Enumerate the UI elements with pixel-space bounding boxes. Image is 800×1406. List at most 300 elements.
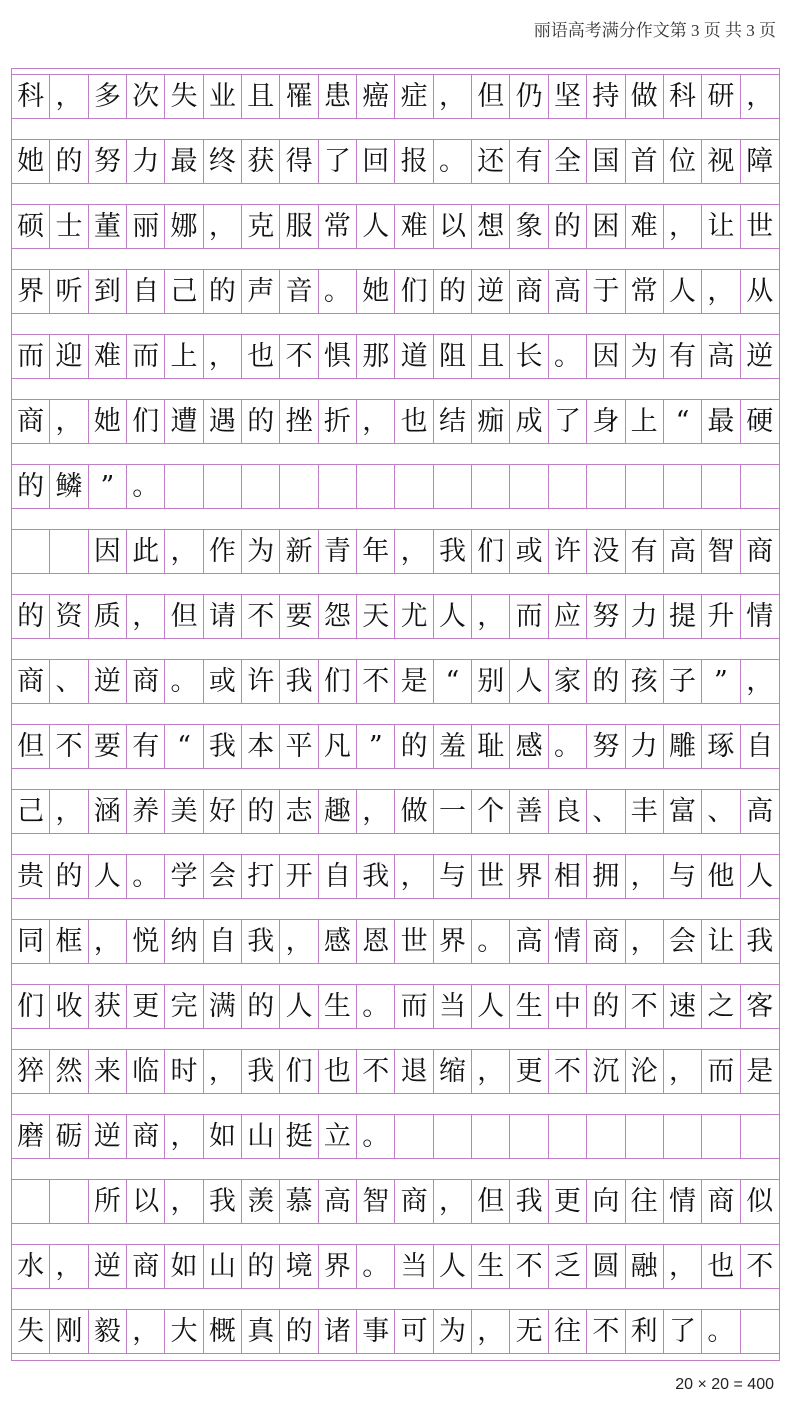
grid-cell: 智 [702, 529, 740, 574]
grid-cell [50, 529, 88, 574]
grid-cell: ， [664, 204, 702, 249]
grid-cell: 人 [89, 854, 127, 899]
grid-cell: ， [165, 1179, 203, 1224]
grid-cell: 沉 [587, 1049, 625, 1094]
grid-cell: 努 [587, 724, 625, 769]
grid-cell: 年 [357, 529, 395, 574]
grid-cell: 症 [395, 74, 433, 119]
grid-cell: 情 [741, 594, 779, 639]
grid-cell [434, 1114, 472, 1159]
composition-grid-paper [11, 68, 780, 1361]
grid-cell [587, 464, 625, 509]
grid-cell: 们 [472, 529, 510, 574]
grid-cell: 。 [357, 984, 395, 1029]
grid-row [12, 529, 779, 574]
grid-cell: 而 [702, 1049, 740, 1094]
grid-cell: 情 [664, 1179, 702, 1224]
grid-cell: 力 [626, 724, 664, 769]
grid-cell: “ [434, 659, 472, 704]
grid-cell: 科 [664, 74, 702, 119]
grid-cell [549, 1114, 587, 1159]
grid-cell: 常 [626, 269, 664, 314]
grid-cell: 力 [626, 594, 664, 639]
grid-cell: 研 [702, 74, 740, 119]
grid-cell: 可 [395, 1309, 433, 1354]
grid-cell: 界 [319, 1244, 357, 1289]
grid-cell: 商 [127, 1114, 165, 1159]
grid-cell: 多 [89, 74, 127, 119]
grid-cell: 家 [549, 659, 587, 704]
grid-cell: 人 [664, 269, 702, 314]
grid-cell: ， [50, 1244, 88, 1289]
grid-cell: 生 [510, 984, 548, 1029]
grid-cell: 罹 [280, 74, 318, 119]
grid-cell: 、 [702, 789, 740, 834]
grid-cell: 她 [357, 269, 395, 314]
grid-cell: 天 [357, 594, 395, 639]
grid-cell: 羡 [242, 1179, 280, 1224]
grid-cell [664, 1114, 702, 1159]
grid-row [12, 1179, 779, 1224]
grid-cell: 如 [165, 1244, 203, 1289]
grid-cell: 当 [434, 984, 472, 1029]
grid-cell: 娜 [165, 204, 203, 249]
grid-cell: 雕 [664, 724, 702, 769]
grid-cell: 怨 [319, 594, 357, 639]
grid-cell: 她 [12, 139, 50, 184]
grid-cell: 凡 [319, 724, 357, 769]
grid-row [12, 1114, 779, 1159]
grid-cell: ， [664, 1244, 702, 1289]
grid-cell: 好 [204, 789, 242, 834]
grid-cell: 本 [242, 724, 280, 769]
grid-cell: 。 [127, 854, 165, 899]
grid-cell: 。 [702, 1309, 740, 1354]
grid-cell: 我 [242, 1049, 280, 1094]
grid-cell: 位 [664, 139, 702, 184]
grid-cell: 丽 [127, 204, 165, 249]
grid-cell: 难 [89, 334, 127, 379]
grid-cell: 获 [242, 139, 280, 184]
grid-cell: 圆 [587, 1244, 625, 1289]
grid-cell [741, 1309, 779, 1354]
grid-cell [741, 464, 779, 509]
grid-cell: 学 [165, 854, 203, 899]
grid-cell: 了 [664, 1309, 702, 1354]
grid-cell: 但 [12, 724, 50, 769]
grid-cell: 想 [472, 204, 510, 249]
grid-cell: 我 [280, 659, 318, 704]
grid-row [12, 919, 779, 964]
grid-cell: 开 [280, 854, 318, 899]
grid-cell: 但 [472, 1179, 510, 1224]
grid-cell: 会 [664, 919, 702, 964]
grid-cell: 自 [204, 919, 242, 964]
grid-cell: 的 [50, 139, 88, 184]
grid-cell: 框 [50, 919, 88, 964]
grid-cell: 们 [12, 984, 50, 1029]
grid-cell: 时 [165, 1049, 203, 1094]
grid-cell: 世 [472, 854, 510, 899]
grid-cell: 己 [12, 789, 50, 834]
grid-cell: 但 [472, 74, 510, 119]
grid-cell: 她 [89, 399, 127, 444]
grid-row [12, 1244, 779, 1289]
grid-cell: 上 [626, 399, 664, 444]
grid-cell: 让 [702, 919, 740, 964]
grid-cell [395, 464, 433, 509]
grid-cell: 努 [89, 139, 127, 184]
grid-cell: 猝 [12, 1049, 50, 1094]
grid-cell: 志 [280, 789, 318, 834]
grid-cell: 做 [395, 789, 433, 834]
grid-row [12, 74, 779, 119]
grid-cell: ， [50, 74, 88, 119]
grid-cell: 我 [510, 1179, 548, 1224]
grid-cell: ” [89, 464, 127, 509]
grid-cell: 砺 [50, 1114, 88, 1159]
grid-cell: 阻 [434, 334, 472, 379]
grid-cell [204, 464, 242, 509]
grid-cell: 应 [549, 594, 587, 639]
grid-cell: 无 [510, 1309, 548, 1354]
grid-cell: 沦 [626, 1049, 664, 1094]
grid-cell: 融 [626, 1244, 664, 1289]
grid-cell: 人 [741, 854, 779, 899]
grid-cell: 为 [434, 1309, 472, 1354]
grid-cell: 境 [280, 1244, 318, 1289]
grid-cell: 。 [549, 724, 587, 769]
grid-cell: ， [165, 529, 203, 574]
grid-cell: 人 [357, 204, 395, 249]
grid-cell: 不 [587, 1309, 625, 1354]
grid-cell: 或 [204, 659, 242, 704]
grid-cell: 磨 [12, 1114, 50, 1159]
grid-cell: 利 [626, 1309, 664, 1354]
grid-cell: 成 [510, 399, 548, 444]
grid-cell: 失 [165, 74, 203, 119]
grid-cell: 仍 [510, 74, 548, 119]
grid-cell: ， [741, 659, 779, 704]
grid-cell: 有 [664, 334, 702, 379]
grid-cell: ， [204, 334, 242, 379]
grid-cell: 商 [127, 1244, 165, 1289]
grid-cell: 要 [280, 594, 318, 639]
grid-row [12, 269, 779, 314]
grid-cell: 商 [702, 1179, 740, 1224]
grid-cell: 更 [127, 984, 165, 1029]
grid-row [12, 659, 779, 704]
grid-cell: 会 [204, 854, 242, 899]
grid-cell: 的 [434, 269, 472, 314]
grid-cell: 立 [319, 1114, 357, 1159]
grid-cell: 琢 [702, 724, 740, 769]
grid-cell: 新 [280, 529, 318, 574]
grid-cell: 、 [587, 789, 625, 834]
grid-cell: “ [664, 399, 702, 444]
grid-cell: 最 [702, 399, 740, 444]
grid-cell [587, 1114, 625, 1159]
grid-cell: 的 [587, 984, 625, 1029]
grid-cell: 也 [395, 399, 433, 444]
grid-cell: ， [89, 919, 127, 964]
grid-cell: 高 [664, 529, 702, 574]
grid-cell: 鳞 [50, 464, 88, 509]
grid-cell: 董 [89, 204, 127, 249]
grid-cell: 世 [741, 204, 779, 249]
grid-cell: 为 [626, 334, 664, 379]
grid-cell: 提 [664, 594, 702, 639]
grid-cell: 们 [280, 1049, 318, 1094]
grid-cell: 似 [741, 1179, 779, 1224]
grid-cell: ， [127, 594, 165, 639]
grid-cell: 从 [741, 269, 779, 314]
grid-cell: 遇 [204, 399, 242, 444]
grid-cell: 、 [50, 659, 88, 704]
grid-cell: 事 [357, 1309, 395, 1354]
grid-cell: 患 [319, 74, 357, 119]
grid-cell [626, 1114, 664, 1159]
grid-cell [319, 464, 357, 509]
grid-cell: 上 [165, 334, 203, 379]
grid-cell: 情 [549, 919, 587, 964]
grid-cell: 善 [510, 789, 548, 834]
grid-cell: 个 [472, 789, 510, 834]
grid-cell: 商 [12, 399, 50, 444]
grid-cell: 感 [510, 724, 548, 769]
grid-cell: 我 [434, 529, 472, 574]
grid-cell: 诸 [319, 1309, 357, 1354]
grid-cell: 失 [12, 1309, 50, 1354]
grid-cell: 收 [50, 984, 88, 1029]
grid-cell: 获 [89, 984, 127, 1029]
grid-cell: 羞 [434, 724, 472, 769]
grid-cell: 乏 [549, 1244, 587, 1289]
grid-cell: 士 [50, 204, 88, 249]
grid-cell: ， [472, 594, 510, 639]
grid-cell: 不 [626, 984, 664, 1029]
grid-cell: ， [626, 854, 664, 899]
grid-cell: 逆 [89, 1244, 127, 1289]
grid-cell: 养 [127, 789, 165, 834]
grid-cell: 因 [587, 334, 625, 379]
grid-cell: 不 [549, 1049, 587, 1094]
grid-cell: 生 [472, 1244, 510, 1289]
grid-cell: 我 [357, 854, 395, 899]
grid-cell: 此 [127, 529, 165, 574]
grid-cell: 但 [165, 594, 203, 639]
grid-cell: 次 [127, 74, 165, 119]
grid-cell: 高 [319, 1179, 357, 1224]
grid-cell: ， [50, 399, 88, 444]
grid-cell [626, 464, 664, 509]
grid-cell: 不 [280, 334, 318, 379]
grid-cell: 全 [549, 139, 587, 184]
grid-cell: ， [357, 399, 395, 444]
grid-cell: 人 [472, 984, 510, 1029]
grid-cell: ” [357, 724, 395, 769]
grid-cell: 得 [280, 139, 318, 184]
grid-cell: 。 [319, 269, 357, 314]
grid-cell: 挫 [280, 399, 318, 444]
grid-row [12, 204, 779, 249]
grid-cell [357, 464, 395, 509]
grid-cell: 硬 [741, 399, 779, 444]
grid-cell: 折 [319, 399, 357, 444]
grid-cell: 耻 [472, 724, 510, 769]
grid-cell: 。 [549, 334, 587, 379]
grid-cell: 。 [127, 464, 165, 509]
grid-cell: 而 [395, 984, 433, 1029]
grid-cell: 的 [50, 854, 88, 899]
grid-cell: 长 [510, 334, 548, 379]
grid-cell: 听 [50, 269, 88, 314]
grid-cell: 坚 [549, 74, 587, 119]
grid-count-footer: 20 × 20 = 400 [675, 1376, 774, 1393]
grid-row [12, 464, 779, 509]
grid-cell: 持 [587, 74, 625, 119]
grid-cell: 以 [127, 1179, 165, 1224]
grid-cell [395, 1114, 433, 1159]
grid-cell: 而 [12, 334, 50, 379]
grid-cell: ， [280, 919, 318, 964]
grid-cell: ， [702, 269, 740, 314]
grid-row [12, 1309, 779, 1354]
grid-cell: 的 [12, 594, 50, 639]
grid-cell: 己 [165, 269, 203, 314]
grid-cell: 向 [587, 1179, 625, 1224]
grid-cell: 尤 [395, 594, 433, 639]
grid-cell: 最 [165, 139, 203, 184]
grid-cell [702, 464, 740, 509]
grid-cell: 是 [741, 1049, 779, 1094]
grid-cell [280, 464, 318, 509]
grid-cell: 结 [434, 399, 472, 444]
grid-cell: 也 [702, 1244, 740, 1289]
grid-cell: ， [50, 789, 88, 834]
grid-cell: 不 [741, 1244, 779, 1289]
grid-cell: ” [702, 659, 740, 704]
grid-cell: ， [434, 74, 472, 119]
grid-cell [50, 1179, 88, 1224]
grid-row [12, 399, 779, 444]
grid-cell: 终 [204, 139, 242, 184]
grid-cell: 不 [357, 659, 395, 704]
grid-cell: 打 [242, 854, 280, 899]
grid-cell: ， [664, 1049, 702, 1094]
grid-row [12, 334, 779, 379]
grid-cell: 我 [204, 724, 242, 769]
grid-cell: ， [395, 529, 433, 574]
grid-cell: 丰 [626, 789, 664, 834]
grid-cell: 往 [549, 1309, 587, 1354]
grid-row [12, 594, 779, 639]
grid-cell: 的 [395, 724, 433, 769]
grid-cell: 临 [127, 1049, 165, 1094]
grid-cell: 不 [510, 1244, 548, 1289]
grid-cell: 客 [741, 984, 779, 1029]
grid-cell [664, 464, 702, 509]
grid-cell: 逆 [89, 659, 127, 704]
grid-cell: 缩 [434, 1049, 472, 1094]
grid-cell: ， [165, 1114, 203, 1159]
grid-cell: 更 [510, 1049, 548, 1094]
grid-cell: 的 [204, 269, 242, 314]
grid-cell: 逆 [741, 334, 779, 379]
grid-cell: 。 [357, 1114, 395, 1159]
grid-cell: 的 [242, 1244, 280, 1289]
grid-row [12, 724, 779, 769]
grid-cell: 业 [204, 74, 242, 119]
grid-cell [434, 464, 472, 509]
grid-cell: 音 [280, 269, 318, 314]
grid-cell: 服 [280, 204, 318, 249]
grid-cell [549, 464, 587, 509]
grid-cell: 没 [587, 529, 625, 574]
grid-cell: 他 [702, 854, 740, 899]
grid-cell: 当 [395, 1244, 433, 1289]
grid-cell: 的 [549, 204, 587, 249]
grid-cell: 难 [626, 204, 664, 249]
grid-cell: 刚 [50, 1309, 88, 1354]
grid-cell: 退 [395, 1049, 433, 1094]
grid-cell: 人 [434, 594, 472, 639]
grid-cell: 们 [395, 269, 433, 314]
grid-cell: 力 [127, 139, 165, 184]
grid-cell: 且 [242, 74, 280, 119]
grid-cell: 而 [127, 334, 165, 379]
grid-cell: 障 [741, 139, 779, 184]
grid-cell [12, 529, 50, 574]
grid-cell: 良 [549, 789, 587, 834]
grid-cell: 们 [127, 399, 165, 444]
grid-cell: 高 [702, 334, 740, 379]
grid-cell: 常 [319, 204, 357, 249]
grid-cell: 涵 [89, 789, 127, 834]
grid-row [12, 984, 779, 1029]
grid-cell: 声 [242, 269, 280, 314]
grid-cell: 迎 [50, 334, 88, 379]
grid-cell: 还 [472, 139, 510, 184]
grid-cell: 资 [50, 594, 88, 639]
grid-cell: 中 [549, 984, 587, 1029]
grid-cell: 不 [357, 1049, 395, 1094]
grid-cell: 报 [395, 139, 433, 184]
grid-cell: 然 [50, 1049, 88, 1094]
grid-cell: ， [204, 204, 242, 249]
grid-cell: ， [626, 919, 664, 964]
grid-cell: 来 [89, 1049, 127, 1094]
grid-cell: 纳 [165, 919, 203, 964]
grid-cell: 山 [242, 1114, 280, 1159]
grid-cell [510, 464, 548, 509]
grid-cell: 界 [510, 854, 548, 899]
grid-cell: 到 [89, 269, 127, 314]
grid-cell: 一 [434, 789, 472, 834]
grid-cell: 别 [472, 659, 510, 704]
grid-cell: ， [434, 1179, 472, 1224]
grid-cell: 商 [587, 919, 625, 964]
grid-cell: 世 [395, 919, 433, 964]
grid-cell: 我 [242, 919, 280, 964]
grid-cell: 自 [127, 269, 165, 314]
grid-cell: 的 [587, 659, 625, 704]
grid-cell: 国 [587, 139, 625, 184]
grid-cell: 许 [242, 659, 280, 704]
grid-cell: 大 [165, 1309, 203, 1354]
grid-row [12, 789, 779, 834]
grid-cell: 有 [626, 529, 664, 574]
